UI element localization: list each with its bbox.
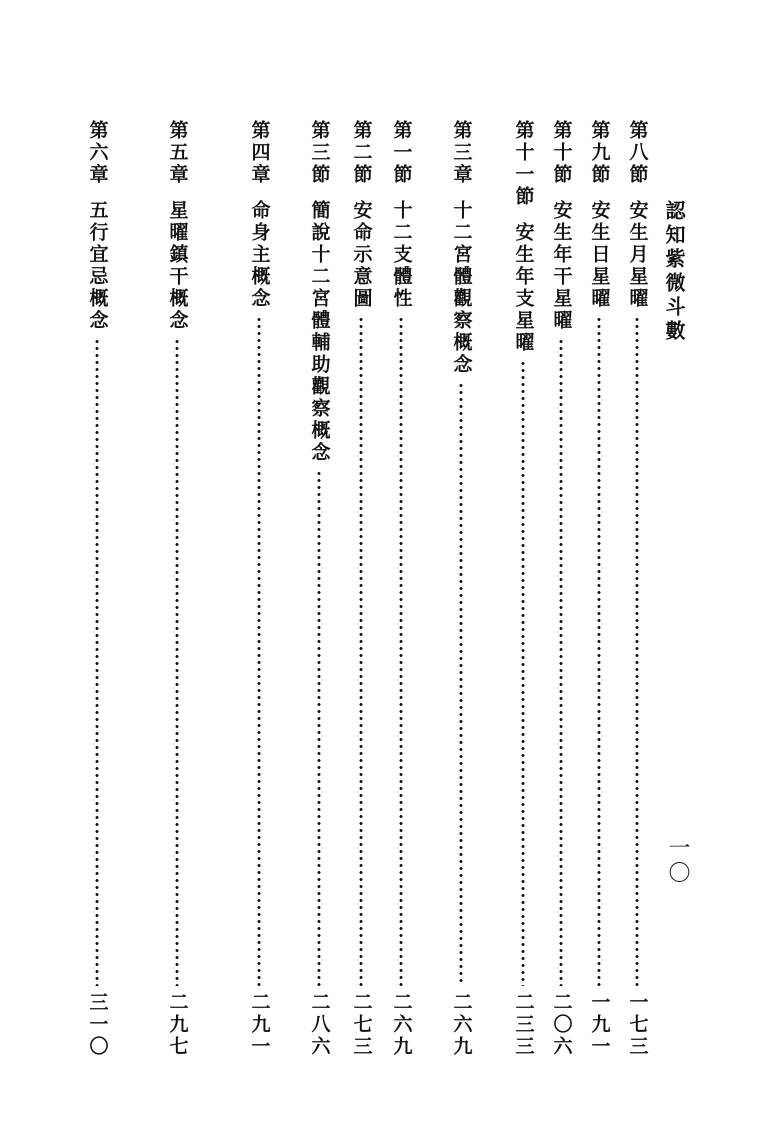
dot-leader: [257, 316, 261, 986]
dot-leader: [399, 316, 403, 986]
entry-title: 安生日星曜: [588, 200, 611, 310]
entry-page: 二八六: [308, 992, 331, 1058]
entry-title: 五行宜忌概念: [86, 200, 109, 332]
entry-page: 三一〇: [86, 992, 109, 1058]
entry-label: 第四章: [248, 120, 271, 186]
dot-leader: [459, 382, 463, 986]
entry-title: 安生月星曜: [626, 200, 649, 310]
dot-leader: [635, 316, 639, 986]
dot-leader: [175, 338, 179, 986]
toc-entry-section-8: [620, 120, 654, 1058]
entry-title: 安生年干星曜: [550, 200, 573, 332]
entry-page: 二九七: [166, 992, 189, 1058]
toc-entry-chapter-3-section-1: [384, 120, 418, 1058]
dot-leader: [521, 360, 525, 986]
entry-page: 二六九: [450, 992, 473, 1058]
toc-entry-section-11: [506, 120, 540, 1058]
dot-leader: [95, 338, 99, 986]
entry-label: 第六章: [86, 120, 109, 186]
page-number: [666, 836, 688, 886]
toc-entry-chapter-3-section-3: [302, 120, 336, 1058]
folio-number: 一〇: [665, 836, 690, 886]
entry-title: 十二支體性: [390, 200, 413, 310]
toc-entry-section-10: [544, 120, 578, 1058]
entry-title: 命身主概念: [248, 200, 271, 310]
entry-label: 第一節: [390, 120, 413, 186]
dot-leader: [317, 470, 321, 986]
entry-label: 第三節: [308, 120, 331, 186]
entry-label: 第五章: [166, 120, 189, 186]
toc-entry-section-9: [582, 120, 616, 1058]
entry-page: 一九一: [588, 992, 611, 1058]
entry-label: 第八節: [626, 120, 649, 186]
toc-entry-chapter-4: [242, 120, 276, 1058]
dot-leader: [559, 338, 563, 986]
toc-entry-chapter-6: [80, 120, 114, 1058]
entry-label: 第十節: [550, 120, 573, 186]
toc-entry-chapter-3-section-2: [344, 120, 378, 1058]
entry-page: 一七三: [626, 992, 649, 1058]
entry-page: 二七三: [350, 992, 373, 1058]
entry-page: 二九一: [248, 992, 271, 1058]
entry-label: 第二節: [350, 120, 373, 186]
entry-page: 二三三: [512, 992, 535, 1058]
entry-page: 二六九: [390, 992, 413, 1058]
entry-title: 簡說十二宮體輔助觀察概念: [308, 200, 331, 464]
entry-label: 第十一節: [512, 120, 535, 208]
entry-label: 第九節: [588, 120, 611, 186]
entry-title: 十二宮體觀察概念: [450, 200, 473, 376]
entry-label: 第三章: [450, 120, 473, 186]
toc-entry-chapter-5: [160, 120, 194, 1058]
dot-leader: [597, 316, 601, 986]
book-title: 認知紫微斗數: [662, 200, 686, 344]
toc-entry-chapter-3: [444, 120, 478, 1058]
entry-page: 二〇六: [550, 992, 573, 1058]
running-title: [664, 200, 684, 344]
dot-leader: [359, 316, 363, 986]
entry-title: 安生年支星曜: [512, 222, 535, 354]
entry-title: 星曜鎮干概念: [166, 200, 189, 332]
entry-title: 安命示意圖: [350, 200, 373, 310]
